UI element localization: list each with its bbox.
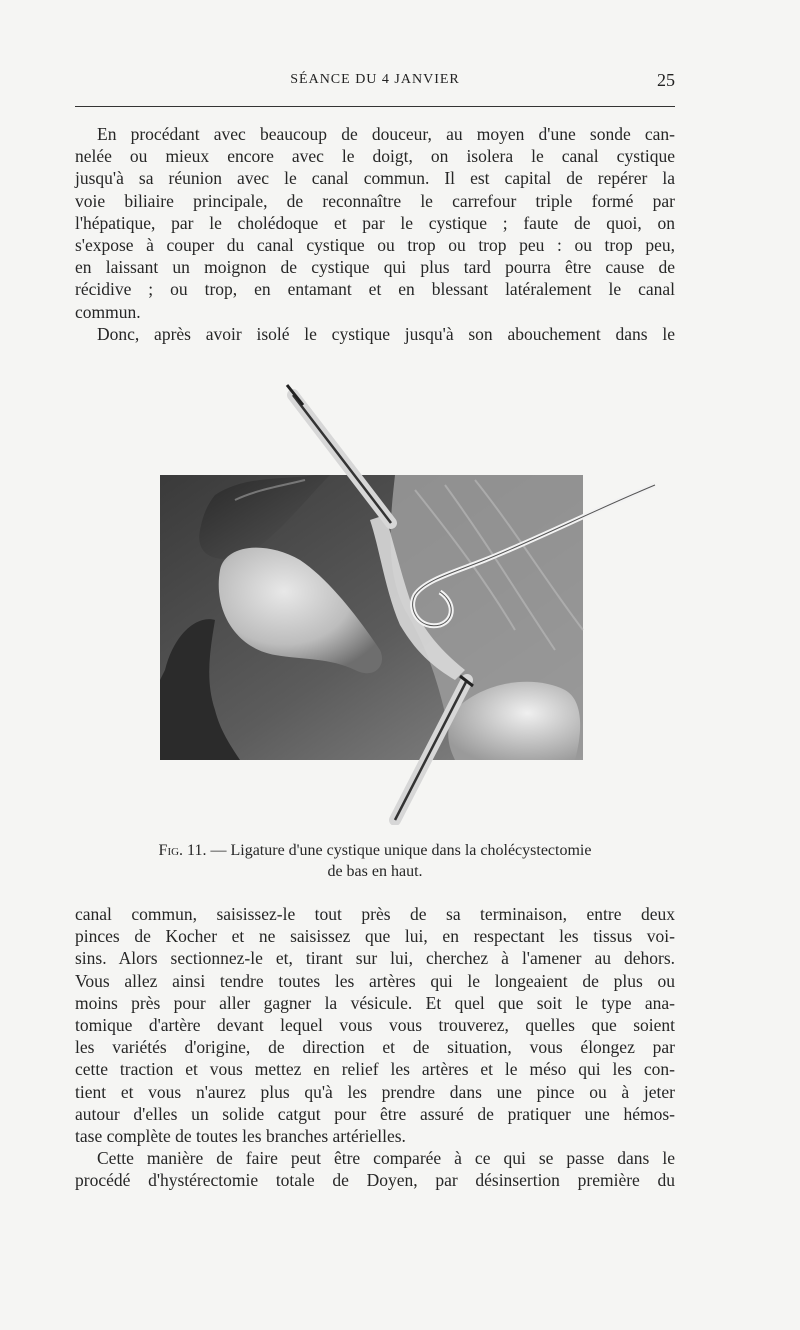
page-header [75,70,675,98]
text-line: les variétés d'origine, de direction et de situation, vous élongez par [75,1037,675,1058]
text-line: jusqu'à sa réunion avec le canal commun. Il est capital de repérer la [75,168,675,189]
text-line: canal commun, saisissez-le tout près de sa terminaison, entre deux [75,904,675,924]
text-line: pinces de Kocher et ne saisissez que lui, en respectant les tissus voi- [75,926,675,947]
caption-line-1 [100,840,650,861]
paragraph-1-body [75,123,675,323]
surgical-illustration [155,380,665,825]
figure-caption [100,840,650,882]
paragraph-1 [75,123,675,345]
text-line: tase complète de toutes les branches artérielles. [75,1126,406,1147]
running-title: SÉANCE DU 4 JANVIER [290,72,460,87]
text-line: commun. [75,301,141,322]
text-line: l'hépatique, par le cholédoque et par le cystique ; faute de quoi, on [75,212,675,233]
text-line: Cette manière de faire peut être comparée à ce qui se passe dans le [97,1148,675,1169]
text-line: sins. Alors sectionnez-le et, tirant sur lui, cherchez à l'amener au dehors. [75,948,675,969]
text-line: moins près pour aller gagner la vésicule. Et quel que soit le type ana- [75,992,675,1013]
text-line: Vous allez ainsi tendre toutes les artères qui le longeaient de plus ou [75,970,675,991]
text-line: nelée ou mieux encore avec le doigt, on isolera le canal cystique [75,146,675,167]
text-line: autour d'elles un solide catgut pour être assuré de pratiquer une hémos- [75,1103,675,1124]
text-line: cette traction et vous mettez en relief les artères et le méso qui les con- [75,1059,675,1080]
text-line: tient et vous n'aurez plus qu'à les prendre dans une pince ou à jeter [75,1081,675,1102]
text-line: Donc, après avoir isolé le cystique jusqu'à son abouchement dans le [97,323,675,344]
text-line: récidive ; ou trop, en entamant et en blessant latéralement le canal [75,279,675,300]
figure-drawing [155,380,665,825]
paragraph-3 [75,903,675,1192]
figure-label: Fig. 11. [158,842,207,859]
paragraph-4-body [75,1147,675,1191]
text-line: s'expose à couper du canal cystique ou trop ou trop peu : ou trop peu, [75,235,675,256]
header-rule [75,106,675,107]
text-line: tomique d'artère devant lequel vous vous trouverez, quelles que soient [75,1015,675,1036]
caption-line-2: de bas en haut. [327,863,423,880]
paragraph-2-body [75,323,675,345]
caption-text-1: — Ligature d'une cystique unique dans la cholécystectomie [210,842,592,859]
text-line: voie biliaire principale, de reconnaître le carrefour triple formé par [75,190,675,211]
paragraph-3-body [75,903,675,1147]
text-line: en laissant un moignon de cystique qui plus tard pourra être cause de [75,257,675,278]
page-number: 25 [657,70,675,90]
text-line: En procédant avec beaucoup de douceur, au moyen d'une sonde can- [97,124,675,144]
text-line: procédé d'hystérectomie totale de Doyen, par désinsertion première du [75,1170,675,1191]
